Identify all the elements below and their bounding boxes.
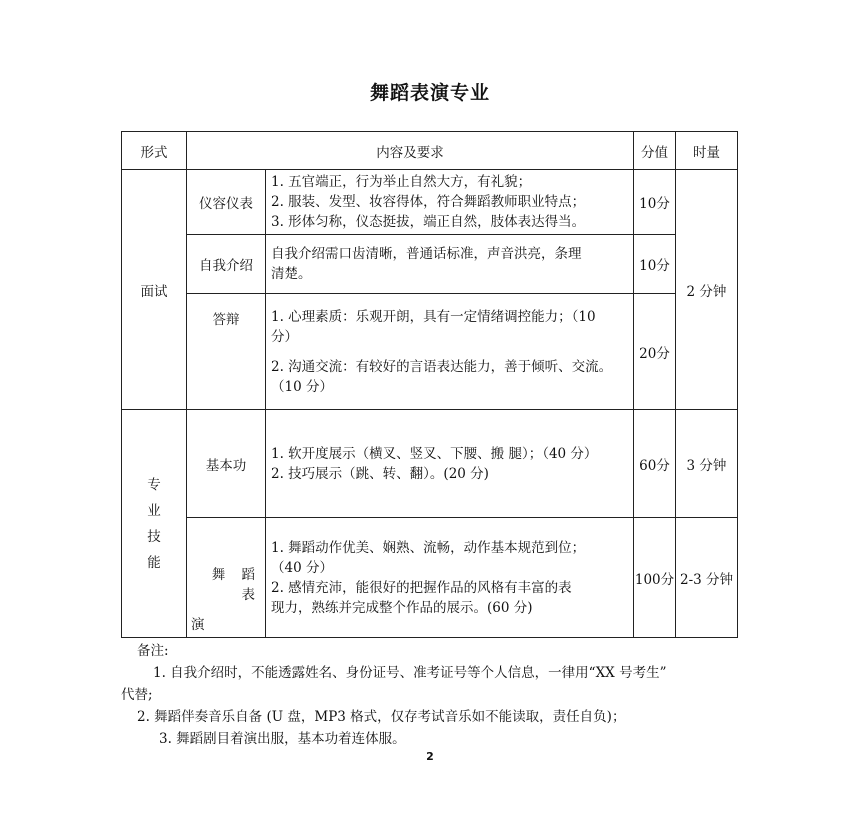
score-defense: 20分 xyxy=(634,294,676,410)
item-appearance: 仪容仪表 xyxy=(187,170,266,235)
item-basic-skills: 基本功 xyxy=(187,410,266,518)
content-line: 清楚。 xyxy=(271,266,312,282)
header-time: 时量 xyxy=(676,132,738,170)
content-defense xyxy=(266,294,634,410)
content-line: 2. 技巧展示（跳、转、翻）。(20 分) xyxy=(271,465,489,482)
content-dance-performance xyxy=(266,518,634,638)
skills-label-char: 业 xyxy=(147,502,161,519)
score-basic-skills: 60分 xyxy=(634,410,676,518)
item-defense: 答辩 xyxy=(187,294,266,410)
time-dance-performance: 2-3 分钟 xyxy=(676,518,738,638)
content-line: 1. 心理素质：乐观开朗，具有一定情绪调控能力；（10 xyxy=(271,308,596,325)
item-dance-performance xyxy=(187,518,266,638)
content-line: （40 分） xyxy=(271,559,333,576)
table-row xyxy=(122,518,738,638)
note-item: 2. 舞蹈伴奏音乐自备 (U 盘，MP3 格式，仅存考试音乐如不能读取，责任自负)； xyxy=(137,709,626,725)
content-basic-skills xyxy=(266,410,634,518)
content-line: 现力，熟练并完成整个作品的展示。(60 分) xyxy=(271,599,533,616)
interview-label: 面试 xyxy=(122,170,187,410)
table-row xyxy=(122,170,738,235)
skills-label xyxy=(122,410,187,638)
content-line: 2. 服装、发型、妆容得体，符合舞蹈教师职业特点； xyxy=(271,194,586,210)
content-appearance xyxy=(266,170,634,235)
content-line: 2. 感情充沛，能很好的把握作品的风格有丰富的表 xyxy=(271,579,572,596)
item-self-intro: 自我介绍 xyxy=(187,235,266,294)
exam-requirements-table xyxy=(121,131,738,638)
content-line: 分） xyxy=(271,328,298,345)
interview-time: 2 分钟 xyxy=(676,170,738,410)
content-line: （10 分） xyxy=(271,378,333,395)
content-line: 2. 沟通交流：有较好的言语表达能力，善于倾听、交流。 xyxy=(271,358,613,375)
page-number: 2 xyxy=(426,750,434,763)
note-item: 1. 自我介绍时，不能透露姓名、身份证号、准考证号等个人信息，一律用“XX 号考生” xyxy=(153,665,667,681)
score-appearance: 10分 xyxy=(634,170,676,235)
header-content: 内容及要求 xyxy=(187,132,634,170)
table-header-row xyxy=(122,132,738,170)
notes-section xyxy=(121,640,741,750)
content-line: 自我介绍需口齿清晰，普通话标准，声音洪亮，条理 xyxy=(271,246,582,262)
skills-label-char: 技 xyxy=(147,528,161,545)
content-self-intro xyxy=(266,235,634,294)
content-line: 1. 舞蹈动作优美、娴熟、流畅，动作基本规范到位； xyxy=(271,539,586,556)
content-line: 1. 五官端正，行为举止自然大方，有礼貌； xyxy=(271,174,532,190)
header-score: 分值 xyxy=(634,132,676,170)
time-basic-skills: 3 分钟 xyxy=(676,410,738,518)
page-title: 舞蹈表演专业 xyxy=(369,82,490,104)
skills-label-char: 能 xyxy=(147,554,161,571)
note-item: 3. 舞蹈剧目着演出服，基本功着连体服。 xyxy=(159,731,406,747)
table-row xyxy=(122,410,738,518)
table-row xyxy=(122,294,738,410)
skills-label-char: 专 xyxy=(147,476,161,493)
content-line: 1. 软开度展示（横叉、竖叉、下腰、搬 腿）；（40 分） xyxy=(271,445,598,462)
score-self-intro: 10分 xyxy=(634,235,676,294)
item-label-top: 舞 蹈 表 xyxy=(211,566,261,603)
content-line: 3. 形体匀称，仪态挺拔，端正自然，肢体表达得当。 xyxy=(271,214,586,230)
note-item-continued: 代替; xyxy=(121,687,153,703)
header-form: 形式 xyxy=(122,132,187,170)
notes-heading: 备注: xyxy=(137,643,169,659)
table-row xyxy=(122,235,738,294)
item-label-bottom: 演 xyxy=(191,616,205,633)
score-dance-performance: 100分 xyxy=(634,518,676,638)
